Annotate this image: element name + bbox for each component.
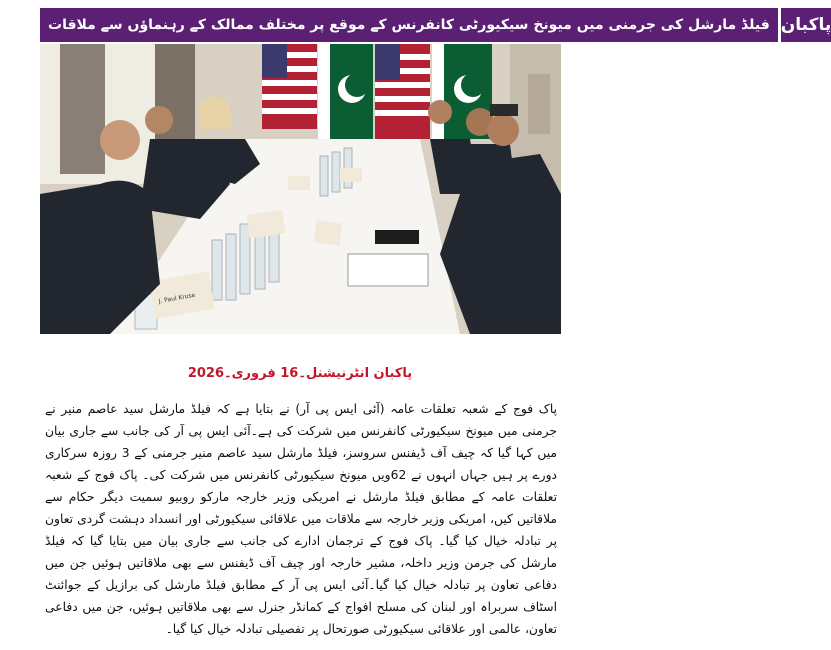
us-flag-left: [262, 44, 317, 129]
us-flag-right: [375, 44, 430, 139]
headline: فیلڈ مارشل کی جرمنی میں میونخ سیکیورٹی کانفرنس کے موقع پر مختلف ممالک کے رہنماؤں سے ملاقات: [40, 8, 778, 42]
dateline: پاکبان انٹرنیشنل۔16 فروری۔2026: [187, 366, 413, 381]
header-bar: [40, 8, 831, 42]
pakistan-flag-left: [318, 44, 373, 139]
meeting-photo: [40, 44, 561, 334]
name-card-text: J. Paul Kruse: [158, 291, 196, 306]
meeting-photo-illustration: [40, 44, 561, 334]
brand-logo: پاکبان: [778, 8, 831, 42]
article-body: پاک فوج کے شعبہ تعلقات عامہ (آئی ایس پی آر) نے بتایا ہے کہ فیلڈ مارشل سید عاصم منیر نے جرمنی میں میونخ سیکیورٹی کانفرنس میں شرکت کی ہے۔آئی ایس پی آر کی جانب سے جاری بیان میں کہا گیا کہ چیف آف ڈیفنس سروسز، فیلڈ مارشل سید عاصم منیر جرمنی کے 3 روزہ سرکاری دورے پر ہیں جہاں انہوں نے 62ویں میونخ سیکیورٹی کانفرنس میں شرکت کی۔ پاک فوج کے شعبہ تعلقات عامہ کے مطابق فیلڈ مارشل نے امریکی وزیر خارجہ مارکو روبیو سمیت دیگر حکام سے ملاقاتیں کیں، امریکی وزیر خارجہ سے ملاقات میں علاقائی سیکیورٹی اور انسداد دہشت گردی تعاون پر تبادلہ خیال کیا گیا۔ پاک فوج کے ترجمان ادارے کی جانب سے جاری بیان میں بتایا گیا کہ فیلڈ مارشل کی جرمن وزیر داخلہ، مشیر خارجہ اور چیف آف ڈیفنس سے بھی ملاقاتیں ہوئیں جن میں دفاعی تعاون پر تبادلہ خیال کیا گیا۔آئی ایس پی آر کے مطابق فیلڈ مارشل کی برازیل کے جوائنٹ اسٹاف سربراہ اور لبنان کی مسلح افواج کے کمانڈر جنرل سے بھی ملاقاتیں ہوئیں، جن میں دفاعی تعاون، عالمی اور علاقائی سیکیورٹی صورتحال پر تفصیلی تبادلہ خیال کیا گیا۔: [45, 402, 558, 636]
